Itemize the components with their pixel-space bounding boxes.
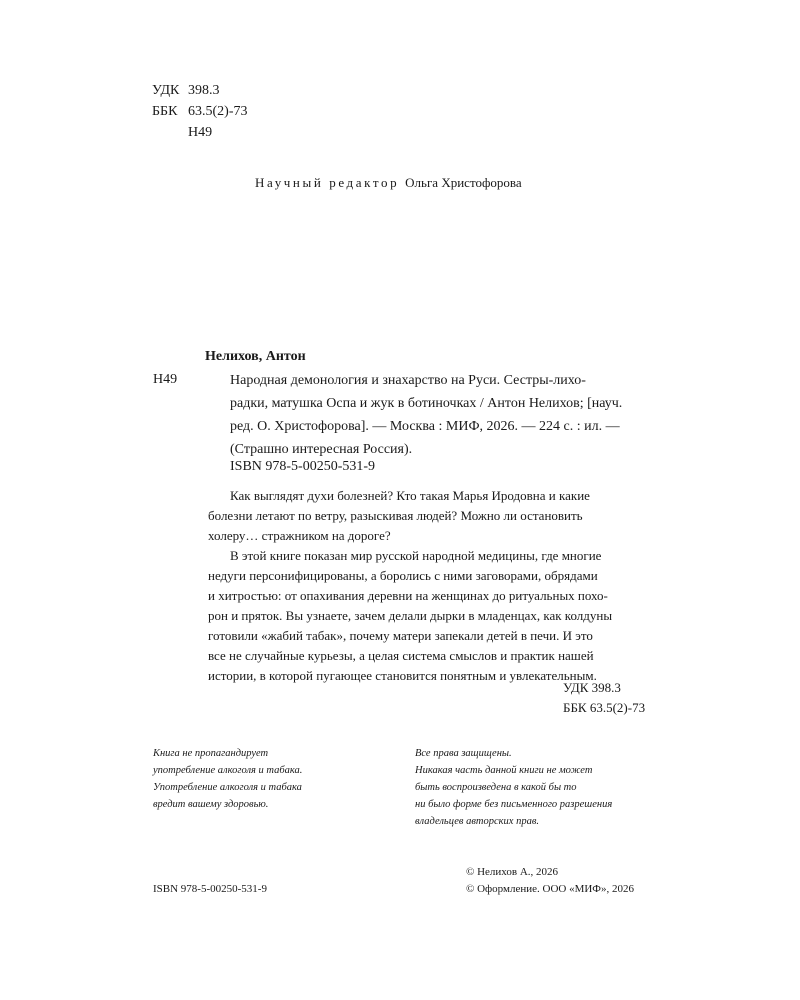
bottom-bbk: ББК 63.5(2)-73 (563, 700, 646, 715)
footer-isbn: ISBN 978-5-00250-531-9 (153, 883, 267, 895)
rights-notice-line: быть воспроизведена в какой бы то (415, 782, 577, 793)
health-notice-line: Употребление алкоголя и табака (153, 782, 302, 793)
bbk-value: 63.5(2)-73 (188, 104, 248, 119)
bottom-codes (563, 678, 645, 718)
record-description-line: Народная демонология и знахарство на Руси. Сестры-лихо- (230, 373, 586, 388)
author-mark-top: Н49 (188, 125, 213, 140)
annotation-line: и хитростью: от опахивания деревни на женщинах до ритуальных похо- (208, 588, 608, 603)
editor-name: Ольга Христофорова (405, 175, 522, 190)
health-notice-line: вредит вашему здоровью. (153, 799, 269, 810)
record-description-line: ред. О. Христофорова]. — Москва : МИФ, 2026. — 224 с. : ил. — (230, 419, 620, 434)
editor-line (255, 175, 522, 191)
bbk-line (152, 102, 248, 122)
udk-label: УДК (152, 83, 180, 98)
bbk-label: ББК (152, 104, 178, 119)
annotation-line: готовили «жабий табак», почему матери запекали детей в печи. И это (208, 628, 593, 643)
annotation-line: В этой книге показан мир русской народной медицины, где многие (230, 548, 602, 563)
health-notice-line: Книга не пропагандирует (153, 748, 269, 759)
annotation-line: рон и пряток. Вы узнаете, зачем делали дырки в младенцах, как колдуны (208, 608, 613, 623)
rights-notice-line: владельцев авторских прав. (415, 816, 539, 827)
annotation-line: недуги персонифицированы, а боролись с ними заговорами, обрядами (208, 568, 598, 583)
copyright-author: © Нелихов А., 2026 (466, 866, 559, 878)
rights-notice (415, 745, 612, 830)
record-description-line: (Страшно интересная Россия). (230, 442, 413, 457)
annotation (208, 486, 613, 686)
record-isbn: ISBN 978-5-00250-531-9 (230, 459, 376, 474)
udk-line (152, 81, 220, 101)
copyright-block (466, 864, 634, 898)
rights-notice-line: Никакая часть данной книги не может (415, 765, 593, 776)
health-notice (153, 745, 302, 813)
rights-notice-line: ни было форме без письменного разрешения (415, 799, 613, 810)
annotation-line: истории, в которой пугающее становится понятным и увлекательным. (208, 668, 597, 683)
annotation-line: болезни летают по ветру, разыскивая людей? Можно ли остановить (208, 508, 583, 523)
health-notice-line: употребление алкоголя и табака. (153, 765, 303, 776)
annotation-line: холеру… стражником на дороге? (208, 528, 391, 543)
record-description (230, 369, 622, 461)
record-description-line: радки, матушка Оспа и жук в ботиночках / Антон Нелихов; [науч. (230, 396, 623, 411)
editor-role: Научный редактор (255, 175, 400, 190)
annotation-line: все не случайные курьезы, а целая система смыслов и практик нашей (208, 648, 594, 663)
annotation-line: Как выглядят духи болезней? Кто такая Марья Иродовна и какие (230, 488, 590, 503)
copyright-design: © Оформление. ООО «МИФ», 2026 (466, 883, 634, 895)
bottom-udk: УДК 398.3 (563, 680, 621, 695)
record-author-mark: Н49 (153, 372, 178, 387)
rights-notice-line: Все права защищены. (415, 748, 512, 759)
record-author: Нелихов, Антон (205, 349, 306, 364)
udk-value: 398.3 (188, 83, 220, 98)
